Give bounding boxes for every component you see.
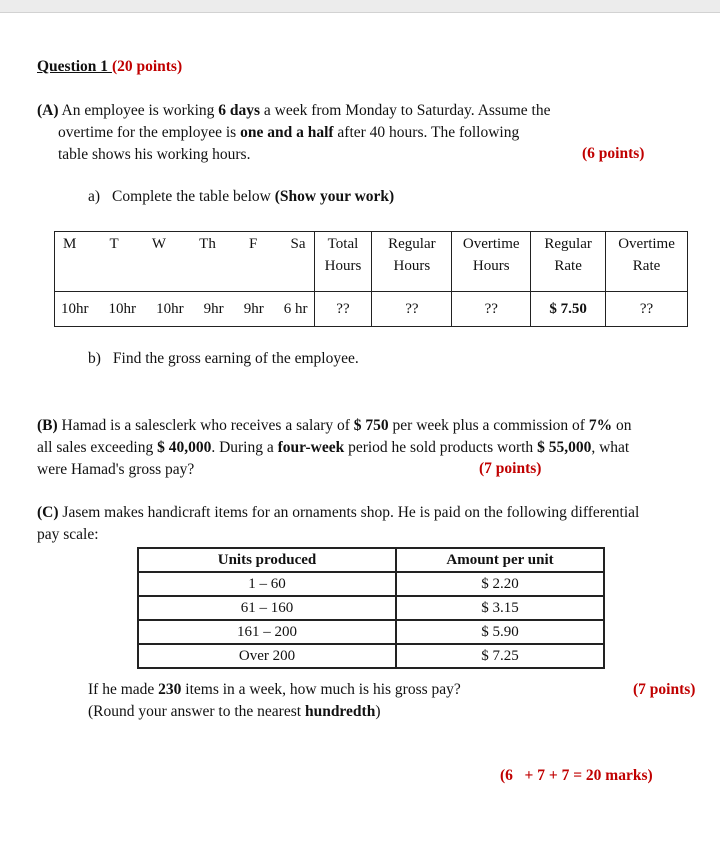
total-marks: (6 + 7 + 7 = 20 marks) bbox=[500, 767, 653, 784]
day-hours-value: 10hr bbox=[108, 300, 137, 317]
part-a-points: (6 points) bbox=[582, 145, 645, 162]
pay-scale-table bbox=[137, 547, 605, 669]
header-total-hours: Total Hours bbox=[314, 232, 372, 292]
table-row bbox=[138, 596, 604, 620]
day-label: Sa bbox=[290, 236, 306, 252]
hours-table-header-row bbox=[55, 232, 688, 292]
day-hours-value: 10hr bbox=[156, 300, 184, 317]
header-amount-per-unit: Amount per unit bbox=[396, 548, 604, 572]
value-regular-rate: $ 7.50 bbox=[531, 292, 606, 327]
amount-cell: $ 2.20 bbox=[396, 572, 604, 596]
day-headers-cell bbox=[55, 232, 315, 292]
day-label: T bbox=[109, 236, 119, 252]
part-a-sub-b: b) Find the gross earning of the employee. bbox=[88, 350, 359, 367]
day-label: M bbox=[63, 236, 77, 252]
day-label: W bbox=[151, 236, 166, 252]
amount-cell: $ 3.15 bbox=[396, 596, 604, 620]
header-overtime-hours: Overtime Hours bbox=[452, 232, 531, 292]
part-a-paragraph: (A) An employee is working 6 days a week from Monday to Saturday. Assume the overtime for the employee is one and a half after 40 hours. The following table shows his working hours. bbox=[37, 102, 551, 163]
question-title: Question 1 (20 points) bbox=[37, 58, 183, 75]
working-hours-table bbox=[54, 231, 688, 327]
header-regular-hours: Regular Hours bbox=[372, 232, 452, 292]
hours-table-value-row bbox=[55, 292, 688, 327]
pay-scale-header-row bbox=[138, 548, 604, 572]
header-overtime-rate: Overtime Rate bbox=[606, 232, 688, 292]
part-b-paragraph: (B) Hamad is a salesclerk who receives a salary of $ 750 per week plus a commission of 7% on all sales exceeding $ 40,000. During a four-week period he sold products worth $ 55,000, what were Hamad's gross pay? bbox=[37, 417, 632, 478]
part-c-question: If he made 230 items in a week, how much is his gross pay? (Round your answer to the nearest hundredth) bbox=[88, 681, 461, 720]
value-overtime-rate: ?? bbox=[606, 292, 688, 327]
day-hours-cell bbox=[55, 292, 315, 327]
day-hours-value: 9hr bbox=[243, 300, 264, 317]
header-regular-rate: Regular Rate bbox=[531, 232, 606, 292]
units-cell: 1 – 60 bbox=[138, 572, 396, 596]
amount-cell: $ 7.25 bbox=[396, 644, 604, 668]
table-row bbox=[138, 572, 604, 596]
value-overtime-hours: ?? bbox=[452, 292, 531, 327]
day-label: Th bbox=[199, 236, 216, 252]
amount-cell: $ 5.90 bbox=[396, 620, 604, 644]
header-units-produced: Units produced bbox=[138, 548, 396, 572]
units-cell: 161 – 200 bbox=[138, 620, 396, 644]
viewer-top-bar bbox=[0, 0, 720, 13]
units-cell: 61 – 160 bbox=[138, 596, 396, 620]
part-c-paragraph: (C) Jasem makes handicraft items for an ornaments shop. He is paid on the following differential pay scale: bbox=[37, 504, 640, 543]
day-hours-value: 9hr bbox=[203, 300, 224, 317]
day-hours-value: 10hr bbox=[61, 300, 89, 317]
part-c-points: (7 points) bbox=[633, 681, 696, 698]
value-total-hours: ?? bbox=[314, 292, 372, 327]
day-label: F bbox=[248, 236, 258, 252]
day-hours-value: 6 hr bbox=[283, 300, 308, 317]
table-row bbox=[138, 644, 604, 668]
part-a-sub-a: a) Complete the table below (Show your work) bbox=[88, 188, 395, 205]
units-cell: Over 200 bbox=[138, 644, 396, 668]
table-row bbox=[138, 620, 604, 644]
value-regular-hours: ?? bbox=[372, 292, 452, 327]
part-b-points: (7 points) bbox=[479, 460, 542, 477]
